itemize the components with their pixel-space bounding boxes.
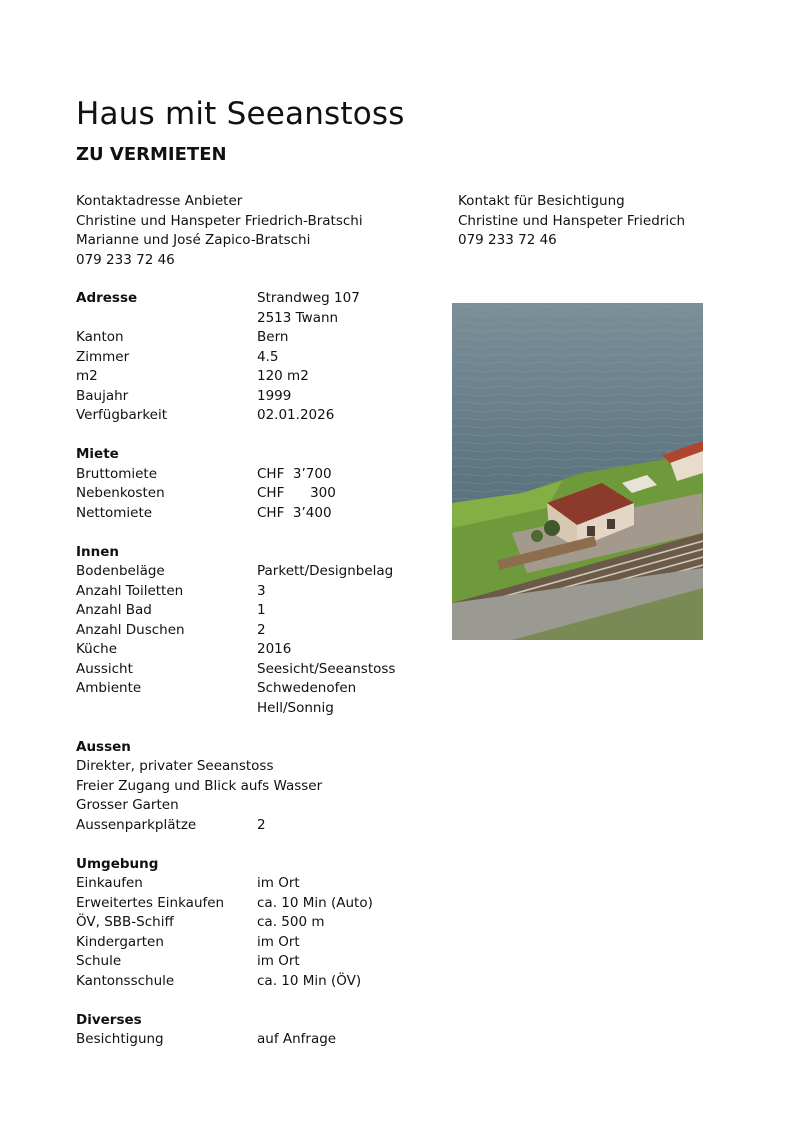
detail-row — [76, 348, 395, 368]
detail-row — [76, 913, 395, 933]
address-city-row — [76, 309, 395, 329]
detail-value: Schwedenofen — [257, 680, 357, 696]
viewing-contact-block — [458, 192, 685, 251]
detail-row — [76, 660, 395, 680]
page-subtitle: ZU VERMIETEN — [76, 144, 227, 165]
contact-line: Kontakt für Besichtigung — [458, 193, 625, 209]
detail-value: CHF 300 — [257, 485, 336, 501]
detail-row — [76, 387, 395, 407]
detail-value: CHF 3’400 — [257, 504, 332, 521]
contact-line: Christine und Hanspeter Friedrich-Bratschi — [76, 212, 363, 229]
detail-value: 2 — [257, 816, 266, 833]
detail-value: 3 — [257, 582, 266, 599]
detail-label: Bodenbeläge — [76, 563, 165, 579]
detail-row — [76, 601, 395, 621]
detail-row — [76, 699, 395, 719]
detail-value: 4.5 — [257, 348, 279, 365]
detail-value: CHF 3’700 — [257, 465, 332, 482]
detail-row — [76, 874, 395, 894]
detail-value: im Ort — [257, 953, 300, 969]
property-details — [76, 289, 395, 1050]
detail-label: Ambiente — [76, 680, 142, 696]
detail-value: 1999 — [257, 387, 292, 404]
detail-label: Kantonsschule — [76, 972, 175, 989]
detail-value: Parkett/Designbelag — [257, 563, 394, 579]
contact-line: Marianne und José Zapico-Bratschi — [76, 232, 311, 248]
section-heading-miete: Miete — [76, 446, 119, 462]
detail-label: Einkaufen — [76, 875, 143, 891]
detail-row — [76, 952, 395, 972]
contact-phone: 079 233 72 46 — [76, 251, 175, 268]
detail-row — [76, 621, 395, 641]
detail-row — [76, 933, 395, 953]
feature-text: Grosser Garten — [76, 797, 179, 813]
page-title: Haus mit Seeanstoss — [76, 96, 405, 132]
detail-row — [76, 504, 395, 524]
detail-value: Seesicht/Seeanstoss — [257, 660, 396, 677]
detail-label: Zimmer — [76, 348, 130, 365]
section-heading-innen: Innen — [76, 543, 120, 560]
detail-value: 2016 — [257, 641, 292, 657]
detail-label: Baujahr — [76, 387, 129, 404]
detail-label: Anzahl Bad — [76, 602, 152, 618]
detail-label: Schule — [76, 953, 122, 969]
detail-label: Küche — [76, 641, 118, 657]
detail-row — [76, 328, 395, 348]
detail-label: Kanton — [76, 329, 124, 345]
detail-row — [76, 562, 395, 582]
detail-label: Nettomiete — [76, 504, 153, 521]
detail-label: Anzahl Toiletten — [76, 582, 184, 599]
address-city: 2513 Twann — [257, 309, 339, 326]
detail-value: auf Anfrage — [257, 1031, 337, 1047]
detail-value: 120 m2 — [257, 368, 309, 384]
detail-label — [76, 699, 257, 719]
detail-label: Erweitertes Einkaufen — [76, 894, 225, 911]
detail-row — [76, 1030, 395, 1050]
detail-label: Nebenkosten — [76, 485, 165, 501]
detail-value: 02.01.2026 — [257, 407, 335, 423]
detail-row — [76, 894, 395, 914]
section-heading-aussen: Aussen — [76, 738, 131, 755]
detail-label: Kindergarten — [76, 933, 164, 950]
detail-label: Verfügbarkeit — [76, 407, 167, 423]
detail-label: Anzahl Duschen — [76, 621, 185, 638]
detail-row — [76, 582, 395, 602]
detail-value: im Ort — [257, 875, 300, 891]
detail-row — [76, 972, 395, 992]
detail-value: ca. 500 m — [257, 914, 325, 930]
address-row — [76, 289, 395, 309]
section-heading-adresse: Adresse — [76, 290, 138, 306]
detail-label: m2 — [76, 368, 98, 384]
detail-value: im Ort — [257, 933, 300, 950]
detail-label: ÖV, SBB-Schiff — [76, 914, 174, 930]
detail-value: ca. 10 Min (ÖV) — [257, 972, 362, 989]
detail-label: Aussicht — [76, 660, 133, 677]
detail-row — [76, 367, 395, 387]
detail-row — [76, 406, 395, 426]
feature-line — [76, 796, 395, 816]
feature-line — [76, 777, 395, 797]
detail-label: Besichtigung — [76, 1031, 164, 1047]
contact-line: Christine und Hanspeter Friedrich — [458, 212, 686, 229]
provider-contact-block — [76, 192, 363, 270]
detail-label: Bruttomiete — [76, 465, 158, 482]
detail-row — [76, 484, 395, 504]
contact-line: Kontaktadresse Anbieter — [76, 193, 243, 209]
section-heading-diverses: Diverses — [76, 1011, 142, 1028]
detail-row — [76, 816, 395, 836]
contact-phone: 079 233 72 46 — [458, 232, 557, 248]
detail-value: 2 — [257, 621, 266, 638]
detail-row — [76, 640, 395, 660]
detail-value: 1 — [257, 602, 266, 618]
address-street: Strandweg 107 — [257, 290, 360, 306]
detail-label: Aussenparkplätze — [76, 816, 197, 833]
detail-value: ca. 10 Min (Auto) — [257, 894, 373, 911]
detail-row — [76, 679, 395, 699]
detail-row — [76, 465, 395, 485]
detail-value: Bern — [257, 329, 289, 345]
feature-text: Direkter, privater Seeanstoss — [76, 758, 274, 774]
feature-text: Freier Zugang und Blick aufs Wasser — [76, 777, 323, 794]
detail-value: Hell/Sonnig — [257, 699, 334, 716]
section-heading-umgebung: Umgebung — [76, 855, 159, 872]
property-photo — [452, 303, 703, 640]
feature-line — [76, 757, 395, 777]
